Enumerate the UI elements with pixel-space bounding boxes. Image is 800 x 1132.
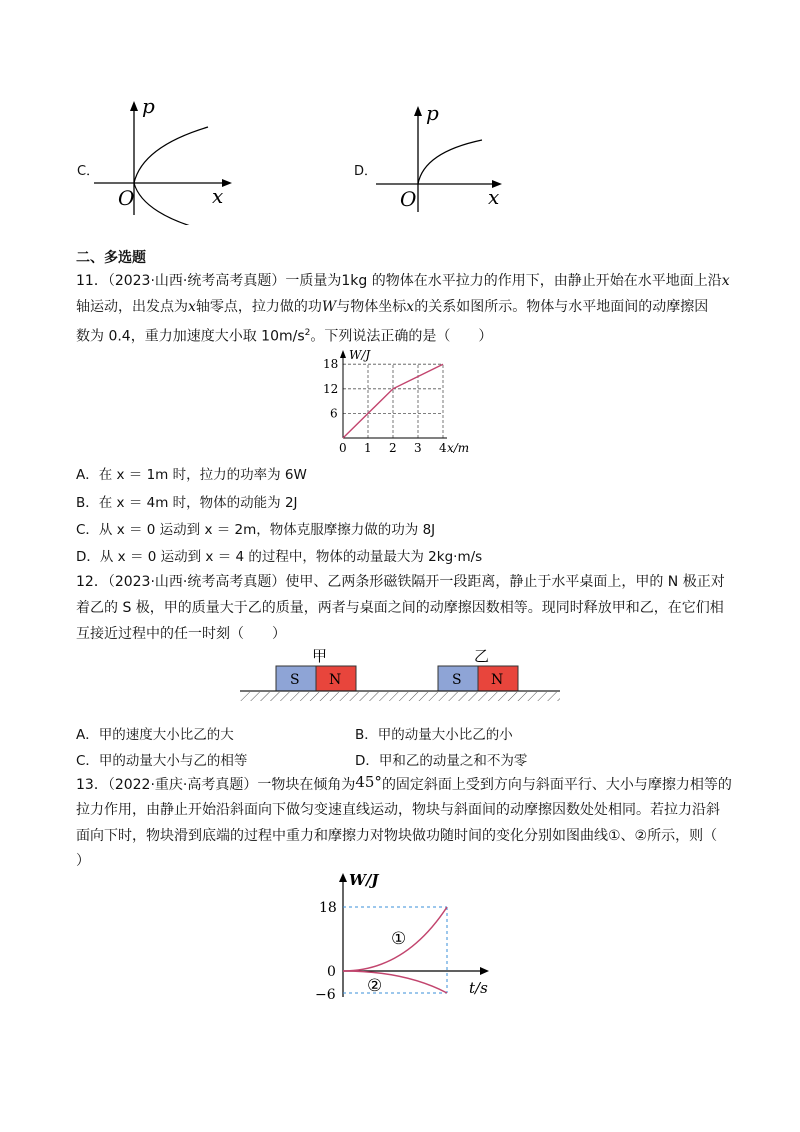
q11-line-1 — [76, 271, 730, 291]
q11-line-3 — [76, 323, 492, 347]
q12-option-c[interactable]: C．甲的动量大小与乙的相等 — [76, 753, 248, 769]
axis-y-label: p — [426, 101, 439, 125]
option-d-graph — [372, 100, 512, 215]
magnet-b-label: 乙 — [474, 647, 490, 665]
value-zero: 0 — [327, 964, 336, 980]
y-axis-arrow — [340, 350, 346, 358]
q11-line1-text: 11．（2023·山西·统考高考真题）一质量为1kg 的物体在水平拉力的作用下，由静止开始在水平地面上沿 — [76, 273, 722, 289]
q11-var-w: W — [321, 299, 337, 315]
axis-y-label: p — [142, 95, 155, 118]
magnet-a-n-text: N — [329, 672, 342, 688]
q12-option-d[interactable]: D．甲和乙的动量之和不为零 — [355, 753, 528, 769]
q11-line2-post: 的关系如图所示。物体与水平地面间的动摩擦因 — [414, 299, 709, 315]
y-axis-arrow — [414, 106, 422, 116]
q11-option-d[interactable]: D．从 x ＝ 0 运动到 x ＝ 4 的过程中，物体的动量最大为 2kg·m/s — [76, 549, 483, 565]
table-hatching — [240, 692, 560, 701]
magnet-b-n-text: N — [491, 672, 504, 688]
chart-grid — [343, 364, 443, 438]
curve-2-friction-work — [343, 971, 447, 993]
graph-ylabel: W/J — [349, 871, 379, 889]
q13-line1-post: 的固定斜面上受到方向与斜面平行、大小与摩擦力相等的 — [381, 777, 732, 793]
q13-work-time-graph — [305, 865, 500, 1005]
x-axis-arrow — [222, 179, 232, 187]
q11-work-displacement-chart — [305, 345, 485, 460]
q11-option-b[interactable]: B．在 x ＝ 4m 时，物体的动能为 2J — [76, 495, 298, 511]
option-c-label: C． — [77, 164, 100, 179]
q11-var-x: x — [406, 299, 415, 315]
q12-line-3: 互接近过程中的任一时刻（ ） — [76, 626, 286, 642]
upper-branch — [134, 127, 208, 183]
q11-option-a[interactable]: A．在 x ＝ 1m 时，拉力的功率为 6W — [76, 467, 307, 483]
q11-line2-pre: 轴运动，出发点为 — [76, 299, 188, 315]
value-bottom: −6 — [315, 987, 336, 1003]
origin-label: O — [400, 187, 417, 211]
q11-line2-mid1: 轴零点，拉力做的功 — [195, 299, 322, 315]
option-c-graph — [90, 95, 240, 225]
x-tick-label-3: 3 — [414, 441, 422, 455]
q13-line1-pre: 13．（2022·重庆·高考真题）一物块在倾角为 — [76, 777, 356, 793]
magnet-b-s-text: S — [452, 672, 462, 688]
q13-line-3: 面向下时，物块滑到底端的过程中重力和摩擦力对物块做功随时间的变化分别如图曲线①、②所示，则（ — [76, 828, 718, 844]
origin-label: O — [118, 186, 135, 210]
q11-line3-post: 。下列说法正确的是（ ） — [310, 328, 493, 345]
q13-line-4: ） — [76, 853, 90, 869]
x-tick-label-0: 0 — [339, 441, 347, 455]
t-axis-arrow — [480, 967, 489, 975]
q11-var-x: x — [721, 273, 730, 289]
q11-line3-pre: 数为 0.4，重力加速度大小取 10m/s — [76, 328, 305, 345]
option-d-label: D． — [354, 164, 378, 179]
value-top: 18 — [319, 900, 337, 916]
x-tick-label-2: 2 — [389, 441, 397, 455]
axis-x-label: x — [212, 184, 224, 208]
y-tick-label-18: 18 — [323, 357, 339, 372]
q11-var-x: x — [188, 299, 196, 315]
magnet-a-label: 甲 — [312, 647, 328, 665]
y-tick-label-6: 6 — [330, 406, 338, 421]
chart-xlabel: x/m — [447, 441, 470, 455]
q11-line3-sup: 2 — [304, 328, 311, 338]
q12-line-2: 着乙的 S 极，甲的质量大于乙的质量，两者与桌面之间的动摩擦因数相等。现同时释放甲和乙，在它们相 — [76, 600, 724, 616]
q11-line-2 — [76, 297, 708, 317]
x-tick-label-1: 1 — [364, 441, 372, 455]
q12-option-a[interactable]: A．甲的速度大小比乙的大 — [76, 727, 234, 743]
chart-ylabel: W/J — [349, 348, 371, 362]
magnet-a-s-text: S — [290, 672, 300, 688]
q11-option-c[interactable]: C．从 x ＝ 0 运动到 x ＝ 2m，物体克服摩擦力做的功为 8J — [76, 522, 436, 538]
y-axis-arrow — [130, 101, 138, 111]
section-title: 二、多选题 — [76, 250, 146, 266]
curve-1-label: ① — [391, 929, 407, 949]
lower-branch — [134, 183, 208, 225]
graph-xlabel: t/s — [469, 979, 488, 997]
y-axis-arrow — [339, 873, 347, 882]
x-tick-label-4: 4 — [439, 441, 447, 455]
q11-line2-mid2: 与物体坐标 — [336, 299, 407, 315]
curve — [418, 140, 482, 184]
q13-line-2: 拉力作用，由静止开始沿斜面向下做匀变速直线运动，物块与斜面间的动摩擦因数处处相同。若拉力沿斜 — [76, 802, 720, 818]
q13-angle: 45° — [355, 773, 382, 791]
axis-x-label: x — [488, 185, 500, 209]
y-tick-label-12: 12 — [323, 381, 339, 396]
q12-option-b[interactable]: B．甲的动量大小比乙的小 — [355, 727, 513, 743]
curve-2-label: ② — [367, 976, 383, 996]
q12-line-1: 12．（2023·山西·统考高考真题）使甲、乙两条形磁铁隔开一段距离，静止于水平桌面上，甲的 N 极正对 — [76, 574, 725, 590]
q13-line-1 — [76, 774, 732, 795]
q12-magnets-figure — [238, 644, 563, 714]
